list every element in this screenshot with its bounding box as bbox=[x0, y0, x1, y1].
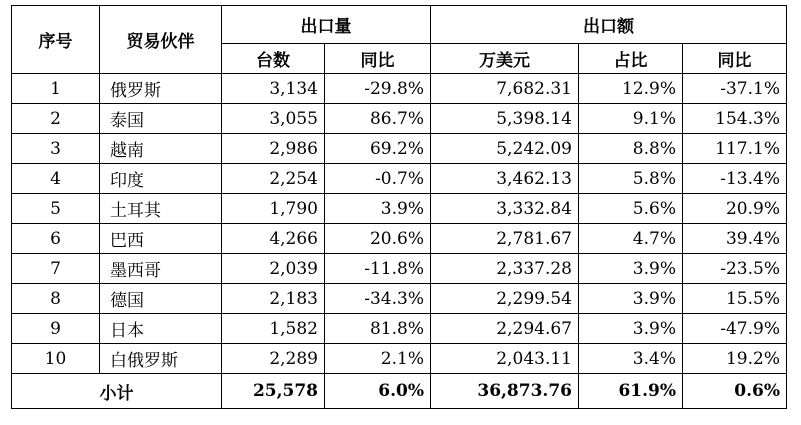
cell-units: 3,134 bbox=[222, 74, 325, 104]
table-row bbox=[12, 284, 787, 314]
cell-amount-yoy: -23.5% bbox=[683, 254, 787, 284]
cell-amount: 5,398.14 bbox=[431, 104, 579, 134]
export-table bbox=[11, 5, 787, 409]
cell-partner: 巴西 bbox=[100, 224, 222, 254]
table-row bbox=[12, 314, 787, 344]
cell-share: 8.8% bbox=[579, 134, 683, 164]
cell-amount: 2,781.67 bbox=[431, 224, 579, 254]
cell-amount-yoy: -47.9% bbox=[683, 314, 787, 344]
cell-partner: 泰国 bbox=[100, 104, 222, 134]
table-row bbox=[12, 194, 787, 224]
cell-partner: 白俄罗斯 bbox=[100, 344, 222, 374]
header-partner: 贸易伙伴 bbox=[100, 6, 222, 74]
total-label: 小计 bbox=[12, 374, 222, 409]
cell-share: 5.6% bbox=[579, 194, 683, 224]
cell-partner: 土耳其 bbox=[100, 194, 222, 224]
cell-units-yoy: 86.7% bbox=[325, 104, 431, 134]
cell-partner: 俄罗斯 bbox=[100, 74, 222, 104]
cell-seq: 6 bbox=[12, 224, 100, 254]
cell-amount: 2,299.54 bbox=[431, 284, 579, 314]
total-share: 61.9% bbox=[579, 374, 683, 409]
table-row bbox=[12, 254, 787, 284]
header-units: 台数 bbox=[222, 44, 325, 74]
cell-seq: 1 bbox=[12, 74, 100, 104]
cell-units-yoy: 2.1% bbox=[325, 344, 431, 374]
cell-amount: 3,462.13 bbox=[431, 164, 579, 194]
table-row bbox=[12, 104, 787, 134]
table-row bbox=[12, 164, 787, 194]
cell-share: 3.9% bbox=[579, 254, 683, 284]
cell-units: 1,582 bbox=[222, 314, 325, 344]
header-amount-yoy: 同比 bbox=[683, 44, 787, 74]
cell-share: 3.9% bbox=[579, 314, 683, 344]
cell-amount: 3,332.84 bbox=[431, 194, 579, 224]
cell-partner: 印度 bbox=[100, 164, 222, 194]
cell-units-yoy: 20.6% bbox=[325, 224, 431, 254]
cell-partner: 越南 bbox=[100, 134, 222, 164]
total-units: 25,578 bbox=[222, 374, 325, 409]
cell-units-yoy: 69.2% bbox=[325, 134, 431, 164]
total-amount-yoy: 0.6% bbox=[683, 374, 787, 409]
cell-amount: 7,682.31 bbox=[431, 74, 579, 104]
cell-seq: 5 bbox=[12, 194, 100, 224]
cell-seq: 8 bbox=[12, 284, 100, 314]
cell-amount-yoy: -13.4% bbox=[683, 164, 787, 194]
cell-units: 2,039 bbox=[222, 254, 325, 284]
cell-seq: 10 bbox=[12, 344, 100, 374]
cell-units: 1,790 bbox=[222, 194, 325, 224]
cell-units: 3,055 bbox=[222, 104, 325, 134]
cell-share: 12.9% bbox=[579, 74, 683, 104]
cell-units: 4,266 bbox=[222, 224, 325, 254]
cell-share: 9.1% bbox=[579, 104, 683, 134]
cell-amount-yoy: -37.1% bbox=[683, 74, 787, 104]
header-export-value: 出口额 bbox=[431, 6, 787, 44]
table-row bbox=[12, 134, 787, 164]
header-seq: 序号 bbox=[12, 6, 100, 74]
cell-seq: 2 bbox=[12, 104, 100, 134]
cell-amount-yoy: 154.3% bbox=[683, 104, 787, 134]
cell-seq: 7 bbox=[12, 254, 100, 284]
cell-amount-yoy: 19.2% bbox=[683, 344, 787, 374]
cell-partner: 墨西哥 bbox=[100, 254, 222, 284]
cell-units-yoy: -34.3% bbox=[325, 284, 431, 314]
cell-partner: 德国 bbox=[100, 284, 222, 314]
cell-units: 2,254 bbox=[222, 164, 325, 194]
total-units-yoy: 6.0% bbox=[325, 374, 431, 409]
cell-amount-yoy: 117.1% bbox=[683, 134, 787, 164]
cell-amount: 2,043.11 bbox=[431, 344, 579, 374]
cell-units-yoy: 3.9% bbox=[325, 194, 431, 224]
cell-units-yoy: -0.7% bbox=[325, 164, 431, 194]
cell-seq: 3 bbox=[12, 134, 100, 164]
table-row bbox=[12, 344, 787, 374]
cell-amount-yoy: 15.5% bbox=[683, 284, 787, 314]
cell-seq: 4 bbox=[12, 164, 100, 194]
cell-units: 2,289 bbox=[222, 344, 325, 374]
cell-amount: 5,242.09 bbox=[431, 134, 579, 164]
cell-share: 4.7% bbox=[579, 224, 683, 254]
total-amount: 36,873.76 bbox=[431, 374, 579, 409]
cell-seq: 9 bbox=[12, 314, 100, 344]
cell-units-yoy: 81.8% bbox=[325, 314, 431, 344]
cell-share: 3.4% bbox=[579, 344, 683, 374]
cell-amount: 2,294.67 bbox=[431, 314, 579, 344]
cell-units-yoy: -29.8% bbox=[325, 74, 431, 104]
cell-amount: 2,337.28 bbox=[431, 254, 579, 284]
cell-amount-yoy: 39.4% bbox=[683, 224, 787, 254]
cell-amount-yoy: 20.9% bbox=[683, 194, 787, 224]
header-amount: 万美元 bbox=[431, 44, 579, 74]
cell-share: 3.9% bbox=[579, 284, 683, 314]
cell-units: 2,986 bbox=[222, 134, 325, 164]
cell-share: 5.8% bbox=[579, 164, 683, 194]
cell-units: 2,183 bbox=[222, 284, 325, 314]
header-share: 占比 bbox=[579, 44, 683, 74]
table-row bbox=[12, 224, 787, 254]
cell-partner: 日本 bbox=[100, 314, 222, 344]
cell-units-yoy: -11.8% bbox=[325, 254, 431, 284]
total-row bbox=[12, 374, 787, 409]
header-export-volume: 出口量 bbox=[222, 6, 431, 44]
header-units-yoy: 同比 bbox=[325, 44, 431, 74]
table-row bbox=[12, 74, 787, 104]
